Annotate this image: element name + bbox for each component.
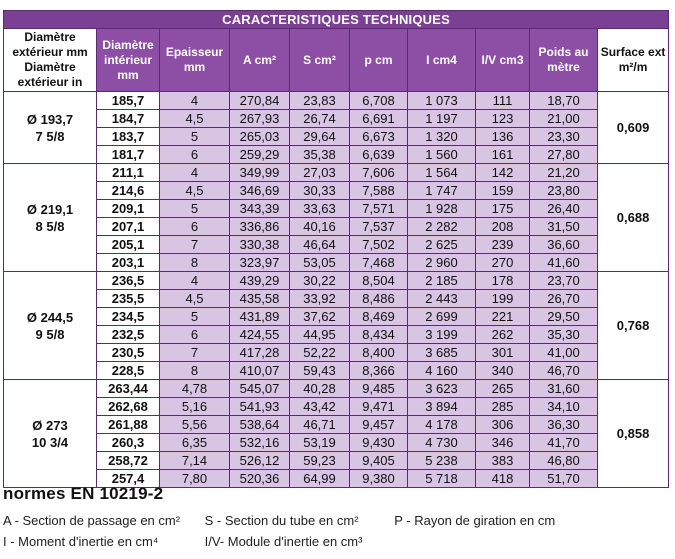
inner-diameter-cell: 236,5 [97, 272, 160, 290]
value-i-cell: 2 282 [408, 218, 476, 236]
value-p-cell: 9,471 [350, 398, 408, 416]
value-s-cell: 30,22 [290, 272, 350, 290]
value-p-cell: 7,606 [350, 164, 408, 182]
value-a-cell: 435,58 [230, 290, 290, 308]
outer-diameter-cell [4, 92, 97, 164]
value-a-cell: 259,29 [230, 146, 290, 164]
value-p-cell: 6,691 [350, 110, 408, 128]
value-a-cell: 410,07 [230, 362, 290, 380]
legend-line-2 [3, 531, 668, 552]
value-i-cell: 2 960 [408, 254, 476, 272]
value-p-cell: 9,380 [350, 470, 408, 488]
value-p-cell: 8,504 [350, 272, 408, 290]
header-surface: Surface ext m²/m [598, 29, 669, 92]
value-iv-cell: 270 [476, 254, 530, 272]
table-row [4, 164, 669, 182]
legend-s: S - Section du tube en cm² [204, 513, 359, 528]
legend-a: A - Section de passage en cm² [3, 513, 181, 528]
value-p-cell: 7,537 [350, 218, 408, 236]
value-iv-cell: 161 [476, 146, 530, 164]
weight-cell: 21,00 [530, 110, 598, 128]
table-row [4, 344, 669, 362]
value-iv-cell: 285 [476, 398, 530, 416]
header-outer-diameter [4, 29, 97, 92]
value-iv-cell: 346 [476, 434, 530, 452]
table-row [4, 254, 669, 272]
value-p-cell: 8,400 [350, 344, 408, 362]
table-row [4, 272, 669, 290]
value-iv-cell: 340 [476, 362, 530, 380]
outer-diameter-in: 7 5/8 [35, 128, 65, 144]
thickness-cell: 6 [160, 218, 230, 236]
value-iv-cell: 418 [476, 470, 530, 488]
value-s-cell: 59,43 [290, 362, 350, 380]
header-outer-mm: Diamètre extérieur mm [12, 30, 88, 59]
value-i-cell: 2 443 [408, 290, 476, 308]
value-a-cell: 538,64 [230, 416, 290, 434]
value-s-cell: 23,83 [290, 92, 350, 110]
table-row [4, 218, 669, 236]
value-i-cell: 1 073 [408, 92, 476, 110]
inner-diameter-cell: 258,72 [97, 452, 160, 470]
header-weight: Poids au mètre [530, 29, 598, 92]
thickness-cell: 8 [160, 362, 230, 380]
value-i-cell: 3 685 [408, 344, 476, 362]
inner-diameter-cell: 260,3 [97, 434, 160, 452]
weight-cell: 46,80 [530, 452, 598, 470]
notes-section [3, 484, 668, 552]
header-thickness: Epaisseur mm [160, 29, 230, 92]
legend-line-1 [3, 510, 668, 531]
value-a-cell: 545,07 [230, 380, 290, 398]
value-iv-cell: 178 [476, 272, 530, 290]
value-a-cell: 270,84 [230, 92, 290, 110]
legend-i: I - Moment d'inertie en cm⁴ [3, 534, 159, 549]
table-title: CARACTERISTIQUES TECHNIQUES [4, 11, 669, 29]
value-s-cell: 40,16 [290, 218, 350, 236]
value-p-cell: 9,485 [350, 380, 408, 398]
value-i-cell: 2 185 [408, 272, 476, 290]
header-outer-in: Diamètre extérieur in [17, 60, 83, 89]
value-i-cell: 5 238 [408, 452, 476, 470]
value-s-cell: 33,63 [290, 200, 350, 218]
weight-cell: 23,30 [530, 128, 598, 146]
value-iv-cell: 265 [476, 380, 530, 398]
value-p-cell: 9,405 [350, 452, 408, 470]
value-iv-cell: 301 [476, 344, 530, 362]
thickness-cell: 4 [160, 272, 230, 290]
table-row [4, 92, 669, 110]
value-p-cell: 7,588 [350, 182, 408, 200]
value-s-cell: 35,38 [290, 146, 350, 164]
thickness-cell: 6 [160, 326, 230, 344]
weight-cell: 23,70 [530, 272, 598, 290]
table-row [4, 290, 669, 308]
table-row [4, 326, 669, 344]
value-iv-cell: 306 [476, 416, 530, 434]
value-i-cell: 3 894 [408, 398, 476, 416]
value-p-cell: 9,457 [350, 416, 408, 434]
inner-diameter-cell: 205,1 [97, 236, 160, 254]
thickness-cell: 7 [160, 344, 230, 362]
weight-cell: 23,80 [530, 182, 598, 200]
outer-diameter-mm: Ø 273 [32, 417, 68, 433]
thickness-cell: 7 [160, 236, 230, 254]
inner-diameter-cell: 214,6 [97, 182, 160, 200]
value-a-cell: 520,36 [230, 470, 290, 488]
weight-cell: 41,60 [530, 254, 598, 272]
value-s-cell: 33,92 [290, 290, 350, 308]
value-iv-cell: 383 [476, 452, 530, 470]
table-row [4, 434, 669, 452]
legend-p: P - Rayon de giration en cm [394, 513, 556, 528]
value-s-cell: 53,05 [290, 254, 350, 272]
header-p: p cm [350, 29, 408, 92]
thickness-cell: 6 [160, 146, 230, 164]
value-a-cell: 417,28 [230, 344, 290, 362]
table-row [4, 308, 669, 326]
legend-iv: I/V- Module d'inertie en cm³ [204, 534, 363, 549]
value-a-cell: 424,55 [230, 326, 290, 344]
weight-cell: 21,20 [530, 164, 598, 182]
value-i-cell: 1 197 [408, 110, 476, 128]
value-p-cell: 8,486 [350, 290, 408, 308]
header-s: S cm² [290, 29, 350, 92]
outer-diameter-in: 10 3/4 [31, 434, 69, 450]
inner-diameter-cell: 207,1 [97, 218, 160, 236]
value-s-cell: 46,71 [290, 416, 350, 434]
value-p-cell: 8,366 [350, 362, 408, 380]
value-p-cell: 7,502 [350, 236, 408, 254]
table-row [4, 128, 669, 146]
value-a-cell: 323,97 [230, 254, 290, 272]
weight-cell: 34,10 [530, 398, 598, 416]
table-row [4, 398, 669, 416]
value-a-cell: 267,93 [230, 110, 290, 128]
weight-cell: 31,60 [530, 380, 598, 398]
inner-diameter-cell: 228,5 [97, 362, 160, 380]
weight-cell: 51,70 [530, 470, 598, 488]
thickness-cell: 8 [160, 254, 230, 272]
value-a-cell: 336,86 [230, 218, 290, 236]
weight-cell: 35,30 [530, 326, 598, 344]
weight-cell: 26,40 [530, 200, 598, 218]
value-p-cell: 8,434 [350, 326, 408, 344]
value-iv-cell: 175 [476, 200, 530, 218]
weight-cell: 26,70 [530, 290, 598, 308]
surface-cell: 0,609 [598, 92, 669, 164]
value-iv-cell: 142 [476, 164, 530, 182]
thickness-cell: 4,78 [160, 380, 230, 398]
value-iv-cell: 123 [476, 110, 530, 128]
thickness-cell: 7,14 [160, 452, 230, 470]
weight-cell: 41,00 [530, 344, 598, 362]
outer-diameter-in: 8 5/8 [35, 218, 65, 234]
header-a: A cm² [230, 29, 290, 92]
inner-diameter-cell: 234,5 [97, 308, 160, 326]
value-iv-cell: 136 [476, 128, 530, 146]
value-s-cell: 29,64 [290, 128, 350, 146]
spec-table-wrapper [3, 10, 668, 488]
value-i-cell: 4 178 [408, 416, 476, 434]
thickness-cell: 4,5 [160, 110, 230, 128]
value-s-cell: 43,42 [290, 398, 350, 416]
inner-diameter-cell: 184,7 [97, 110, 160, 128]
header-iv: I/V cm3 [476, 29, 530, 92]
inner-diameter-cell: 181,7 [97, 146, 160, 164]
thickness-cell: 4,5 [160, 182, 230, 200]
value-i-cell: 2 699 [408, 308, 476, 326]
value-iv-cell: 159 [476, 182, 530, 200]
thickness-cell: 5 [160, 128, 230, 146]
value-p-cell: 6,708 [350, 92, 408, 110]
table-row [4, 380, 669, 398]
thickness-cell: 4 [160, 92, 230, 110]
value-i-cell: 3 199 [408, 326, 476, 344]
value-i-cell: 1 928 [408, 200, 476, 218]
table-row [4, 146, 669, 164]
value-i-cell: 1 747 [408, 182, 476, 200]
value-s-cell: 64,99 [290, 470, 350, 488]
value-s-cell: 26,74 [290, 110, 350, 128]
thickness-cell: 4 [160, 164, 230, 182]
value-i-cell: 1 320 [408, 128, 476, 146]
table-row [4, 452, 669, 470]
table-row [4, 236, 669, 254]
thickness-cell: 5 [160, 200, 230, 218]
thickness-cell: 5,16 [160, 398, 230, 416]
legend [3, 510, 668, 552]
inner-diameter-cell: 261,88 [97, 416, 160, 434]
weight-cell: 46,70 [530, 362, 598, 380]
table-row [4, 362, 669, 380]
inner-diameter-cell: 209,1 [97, 200, 160, 218]
value-iv-cell: 208 [476, 218, 530, 236]
value-a-cell: 330,38 [230, 236, 290, 254]
inner-diameter-cell: 235,5 [97, 290, 160, 308]
value-iv-cell: 262 [476, 326, 530, 344]
inner-diameter-cell: 262,68 [97, 398, 160, 416]
thickness-cell: 5,56 [160, 416, 230, 434]
value-a-cell: 343,39 [230, 200, 290, 218]
value-iv-cell: 221 [476, 308, 530, 326]
value-p-cell: 6,639 [350, 146, 408, 164]
weight-cell: 18,70 [530, 92, 598, 110]
value-i-cell: 4 160 [408, 362, 476, 380]
outer-diameter-mm: Ø 244,5 [26, 309, 74, 325]
thickness-cell: 7,80 [160, 470, 230, 488]
value-iv-cell: 239 [476, 236, 530, 254]
norme-heading: normes EN 10219-2 [3, 484, 164, 503]
value-i-cell: 2 625 [408, 236, 476, 254]
value-i-cell: 5 718 [408, 470, 476, 488]
value-s-cell: 27,03 [290, 164, 350, 182]
value-a-cell: 532,16 [230, 434, 290, 452]
value-p-cell: 7,468 [350, 254, 408, 272]
weight-cell: 36,60 [530, 236, 598, 254]
table-row [4, 182, 669, 200]
value-s-cell: 52,22 [290, 344, 350, 362]
value-i-cell: 1 564 [408, 164, 476, 182]
value-i-cell: 4 730 [408, 434, 476, 452]
header-inner-diameter: Diamètre intérieur mm [97, 29, 160, 92]
thickness-cell: 5 [160, 308, 230, 326]
thickness-cell: 6,35 [160, 434, 230, 452]
outer-diameter-cell [4, 164, 97, 272]
value-p-cell: 7,571 [350, 200, 408, 218]
value-i-cell: 3 623 [408, 380, 476, 398]
value-iv-cell: 199 [476, 290, 530, 308]
value-s-cell: 59,23 [290, 452, 350, 470]
inner-diameter-cell: 232,5 [97, 326, 160, 344]
surface-cell: 0,688 [598, 164, 669, 272]
spec-table-body [4, 92, 669, 488]
inner-diameter-cell: 257,4 [97, 470, 160, 488]
inner-diameter-cell: 203,1 [97, 254, 160, 272]
value-p-cell: 8,469 [350, 308, 408, 326]
inner-diameter-cell: 185,7 [97, 92, 160, 110]
value-s-cell: 30,33 [290, 182, 350, 200]
inner-diameter-cell: 211,1 [97, 164, 160, 182]
outer-diameter-cell [4, 380, 97, 488]
thickness-cell: 4,5 [160, 290, 230, 308]
value-s-cell: 37,62 [290, 308, 350, 326]
weight-cell: 31,50 [530, 218, 598, 236]
value-s-cell: 44,95 [290, 326, 350, 344]
outer-diameter-mm: Ø 219,1 [26, 201, 74, 217]
value-a-cell: 346,69 [230, 182, 290, 200]
table-row [4, 200, 669, 218]
value-a-cell: 439,29 [230, 272, 290, 290]
weight-cell: 29,50 [530, 308, 598, 326]
value-p-cell: 9,430 [350, 434, 408, 452]
value-s-cell: 46,64 [290, 236, 350, 254]
value-a-cell: 431,89 [230, 308, 290, 326]
surface-cell: 0,768 [598, 272, 669, 380]
value-p-cell: 6,673 [350, 128, 408, 146]
table-row [4, 416, 669, 434]
outer-diameter-cell [4, 272, 97, 380]
weight-cell: 27,80 [530, 146, 598, 164]
header-i: I cm4 [408, 29, 476, 92]
value-s-cell: 40,28 [290, 380, 350, 398]
weight-cell: 41,70 [530, 434, 598, 452]
table-row [4, 110, 669, 128]
value-a-cell: 526,12 [230, 452, 290, 470]
weight-cell: 36,30 [530, 416, 598, 434]
outer-diameter-mm: Ø 193,7 [26, 111, 74, 127]
spec-table [3, 10, 669, 488]
inner-diameter-cell: 263,44 [97, 380, 160, 398]
value-a-cell: 541,93 [230, 398, 290, 416]
inner-diameter-cell: 183,7 [97, 128, 160, 146]
outer-diameter-in: 9 5/8 [35, 326, 65, 342]
inner-diameter-cell: 230,5 [97, 344, 160, 362]
value-iv-cell: 111 [476, 92, 530, 110]
value-a-cell: 265,03 [230, 128, 290, 146]
surface-cell: 0,858 [598, 380, 669, 488]
value-a-cell: 349,99 [230, 164, 290, 182]
value-s-cell: 53,19 [290, 434, 350, 452]
value-i-cell: 1 560 [408, 146, 476, 164]
